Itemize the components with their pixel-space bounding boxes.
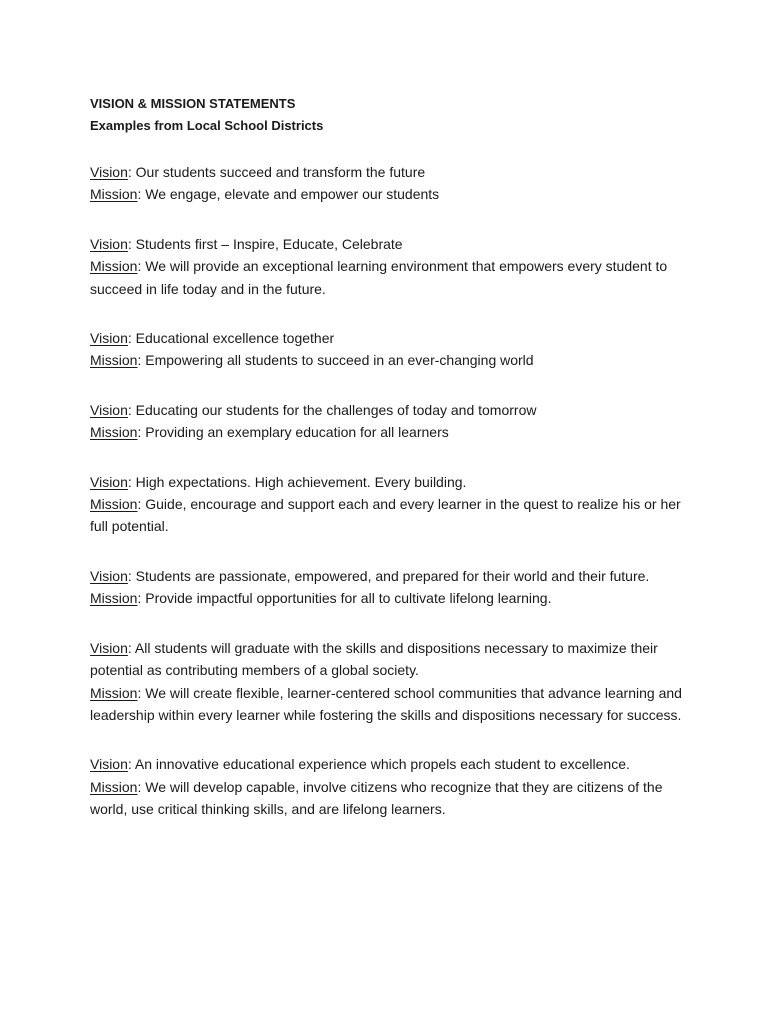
statement-entry-8 xyxy=(90,753,690,820)
mission-statement xyxy=(90,255,690,300)
statement-entry-6 xyxy=(90,565,690,610)
mission-statement xyxy=(90,493,690,538)
mission-statement xyxy=(90,587,690,609)
vision-label: Vision xyxy=(90,164,128,180)
vision-text: : All students will graduate with the skills and dispositions necessary to maximize their potential as contributing members of a global society. xyxy=(90,639,658,679)
vision-statement xyxy=(90,161,690,183)
mission-statement xyxy=(90,776,690,821)
mission-text: : We will provide an exceptional learning environment that empowers every student to succeed in life today and in the future. xyxy=(90,258,668,297)
vision-statement xyxy=(90,565,690,587)
mission-label: Mission xyxy=(90,186,138,203)
vision-statement xyxy=(90,327,690,349)
vision-text: : Students first – Inspire, Educate, Celebrate xyxy=(127,235,403,252)
vision-statement xyxy=(90,637,690,682)
statement-entry-2 xyxy=(90,233,690,300)
mission-statement xyxy=(90,349,690,371)
mission-text: : Provide impactful opportunities for all to cultivate lifelong learning. xyxy=(137,590,552,607)
mission-statement xyxy=(90,183,690,205)
mission-text: : Providing an exemplary education for all learners xyxy=(137,424,449,441)
mission-label: Mission xyxy=(90,258,138,275)
vision-label: Vision xyxy=(90,756,128,773)
mission-label: Mission xyxy=(90,684,138,701)
vision-text: : High expectations. High achievement. Every building. xyxy=(127,473,467,490)
vision-label: Vision xyxy=(90,235,128,252)
mission-label: Mission xyxy=(90,496,138,513)
vision-text: : Our students succeed and transform the future xyxy=(127,164,426,180)
vision-text: : An innovative educational experience which propels each student to excellence. xyxy=(127,756,630,773)
mission-text: : We will create flexible, learner-centered school communities that advance learning and leadership within every learner while fostering the skills and dispositions necessary for success. xyxy=(90,684,682,723)
mission-label: Mission xyxy=(90,424,138,441)
vision-label: Vision xyxy=(90,330,128,347)
vision-label: Vision xyxy=(90,639,128,656)
vision-statement xyxy=(90,399,690,421)
vision-statement xyxy=(90,471,690,493)
document-header xyxy=(90,93,690,137)
mission-text: : Guide, encourage and support each and every learner in the quest to realize his or her full potential. xyxy=(90,496,681,535)
statement-entry-7 xyxy=(90,637,690,727)
document-page xyxy=(90,93,690,848)
mission-text: : Empowering all students to succeed in an ever-changing world xyxy=(137,352,534,369)
mission-statement xyxy=(90,682,690,727)
mission-text: : We will develop capable, involve citizens who recognize that they are citizens of the world, use critical thinking skills, and are lifelong learners. xyxy=(90,778,663,818)
vision-statement xyxy=(90,753,690,775)
mission-label: Mission xyxy=(90,778,138,795)
vision-label: Vision xyxy=(90,401,128,418)
vision-text: : Educating our students for the challenges of today and tomorrow xyxy=(127,401,537,418)
vision-text: : Students are passionate, empowered, and prepared for their world and their future. xyxy=(127,567,650,584)
statement-entry-5 xyxy=(90,471,690,538)
vision-statement xyxy=(90,233,690,255)
mission-label: Mission xyxy=(90,590,138,607)
mission-label: Mission xyxy=(90,352,138,369)
statement-entry-1 xyxy=(90,161,690,206)
mission-text: : We engage, elevate and empower our students xyxy=(137,186,440,203)
statement-entry-4 xyxy=(90,399,690,444)
document-title: VISION & MISSION STATEMENTS xyxy=(90,96,296,111)
statement-entry-3 xyxy=(90,327,690,372)
document-subtitle: Examples from Local School Districts xyxy=(90,118,324,133)
vision-text: : Educational excellence together xyxy=(127,330,335,347)
vision-label: Vision xyxy=(90,567,128,584)
mission-statement xyxy=(90,421,690,443)
vision-label: Vision xyxy=(90,473,128,490)
